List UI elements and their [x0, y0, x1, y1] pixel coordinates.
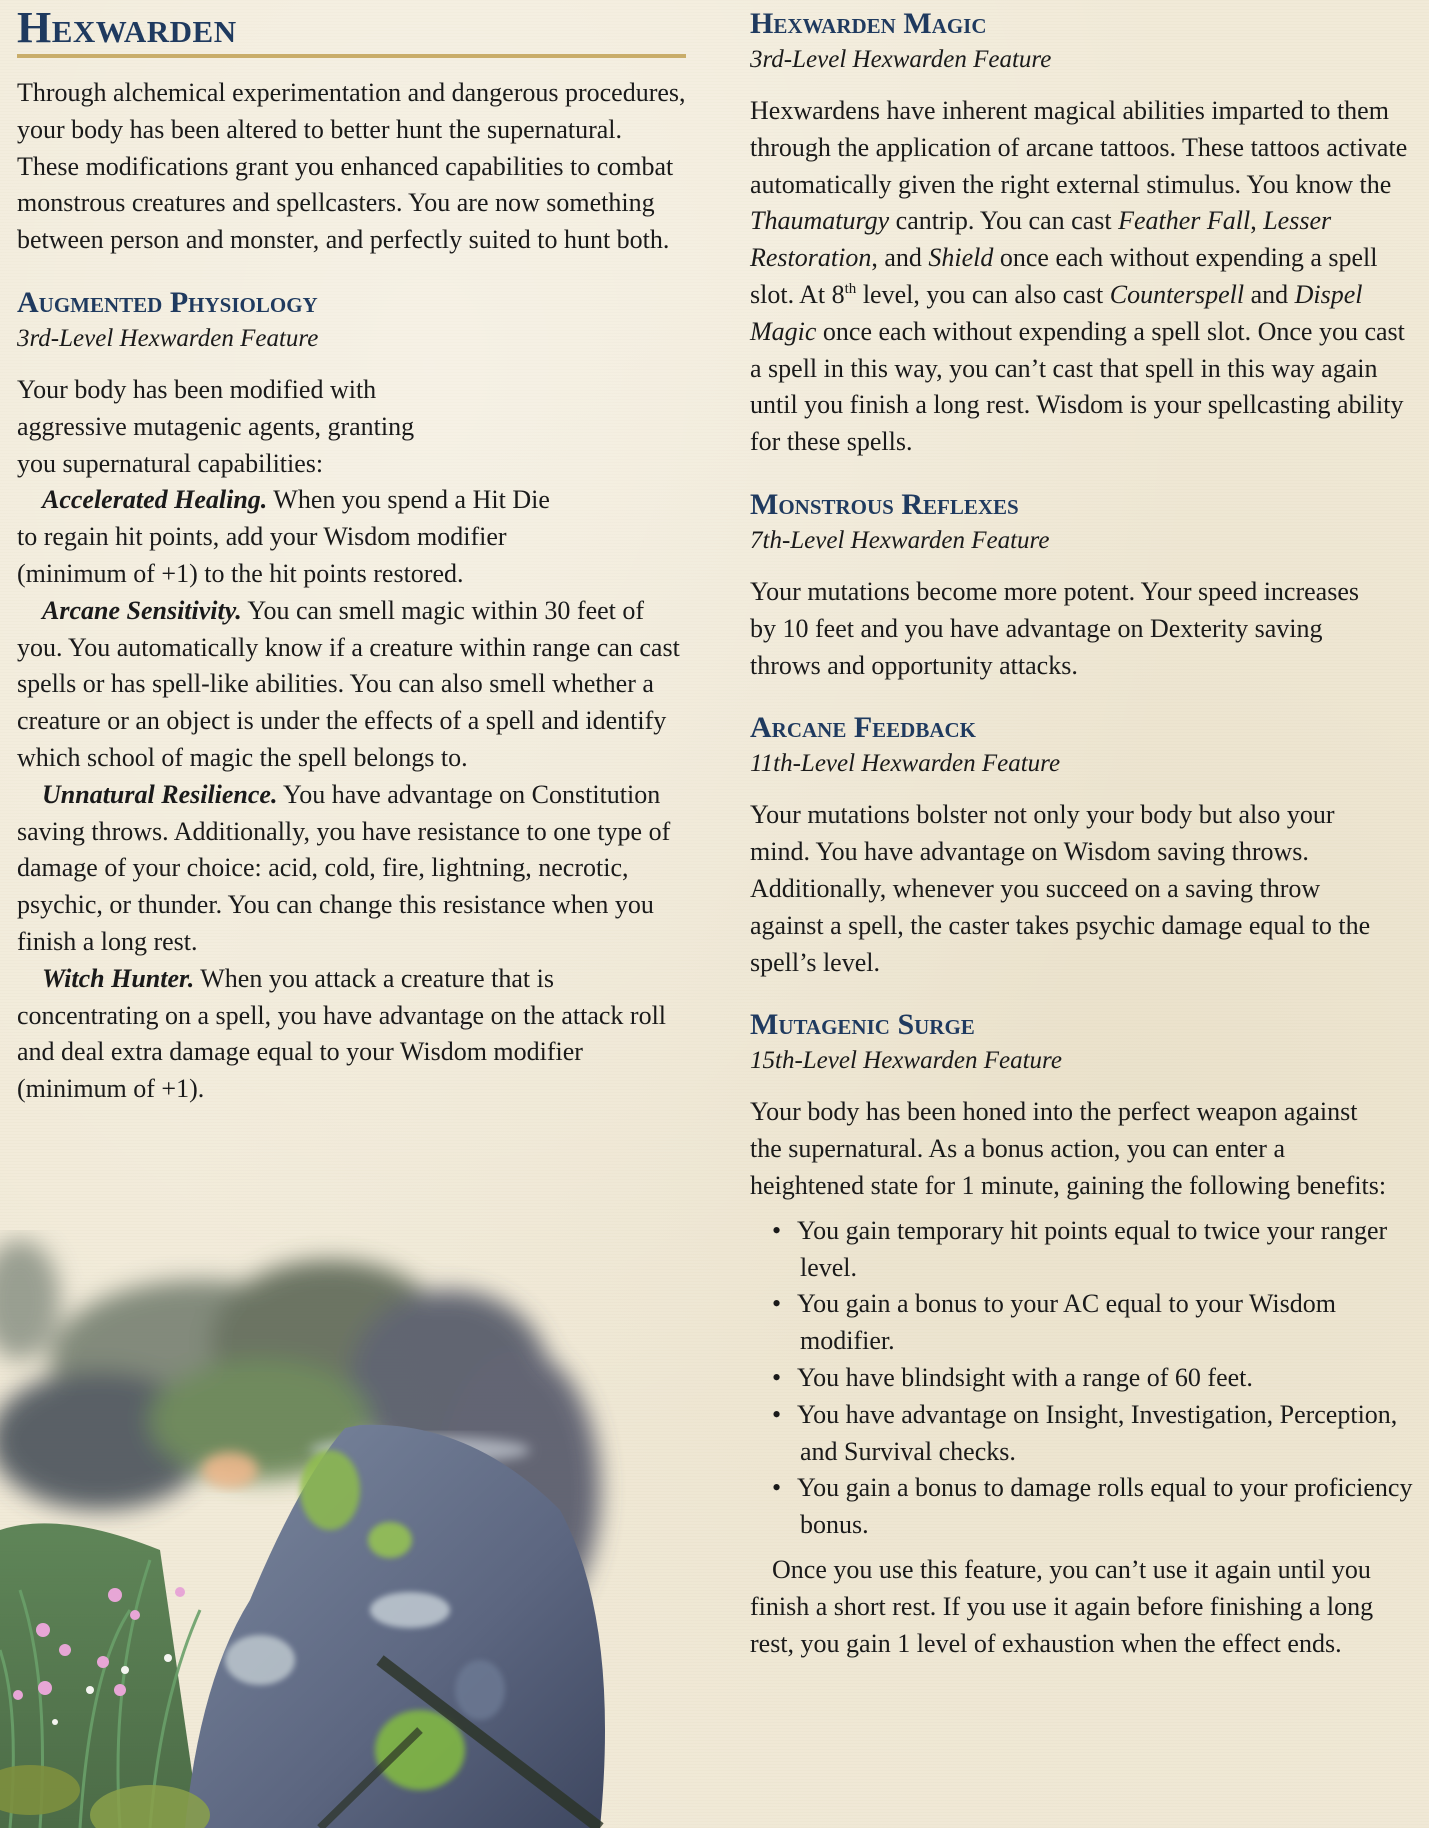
text: , and: [871, 243, 929, 273]
section-subtitle: 15th-Level Hexwarden Feature: [750, 1047, 1062, 1075]
list-item: • You have blindsight with a range of 60 feet.: [772, 1360, 1422, 1397]
section-heading: Arcane Feedback: [750, 711, 977, 745]
ordinal-suffix: th: [844, 280, 857, 297]
section-body: Your mutations bolster not only your body but also your mind. You have advantage on Wisdom saving throws. Additionally, whenever you succeed on a saving throw against a spell, the caster takes psychic damage equal to the spell’s level.: [750, 800, 1371, 977]
feature-name: Unnatural Resilience.: [42, 779, 278, 809]
list-item: • You gain a bonus to damage rolls equal to your proficiency bonus.: [772, 1470, 1422, 1544]
feature-arcane-sensitivity: [17, 593, 687, 777]
right-column: [750, 0, 1422, 1662]
left-column: [17, 0, 687, 1108]
closing-paragraph: Once you use this feature, you can’t use it again until you finish a short rest. If you use it again before finishing a long rest, you gain 1 level of exhaustion when the effect ends.: [750, 1554, 1374, 1658]
section-heading: Mutagenic Surge: [750, 1008, 975, 1042]
feature-text: When you attack a creature that is concentrating on a spell, you have advantage on the attack roll and deal extra damage equal to your Wisdom modifier (minimum of +1).: [17, 963, 667, 1104]
text: ,: [1250, 206, 1264, 236]
spell-name: Lesser Restoration: [750, 206, 1332, 273]
spell-name: Feather Fall: [1118, 206, 1251, 236]
section-subtitle: 11th-Level Hexwarden Feature: [750, 750, 1061, 778]
section-body: Your body has been modified with aggressive mutagenic agents, granting you supernatural capabilities:: [17, 374, 415, 478]
feature-unnatural-resilience: [17, 777, 687, 961]
list-item: • You gain temporary hit points equal to twice your ranger level.: [772, 1213, 1422, 1287]
text: and: [1244, 279, 1295, 309]
spell-name: Thaumaturgy: [750, 206, 890, 236]
text: level, you can also cast: [856, 279, 1110, 309]
list-item: • You gain a bonus to your AC equal to your Wisdom modifier.: [772, 1286, 1422, 1360]
section-heading: Augmented Physiology: [17, 285, 318, 319]
spell-name: Counterspell: [1109, 279, 1245, 309]
feature-name: Witch Hunter.: [42, 963, 195, 993]
feature-witch-hunter: [17, 961, 687, 1108]
text: Hexwardens have inherent magical abilities imparted to them through the application of arcane tattoos. These tattoos activate automatically given the right external stimulus. You know the: [750, 96, 1408, 199]
section-monstrous-reflexes: [750, 487, 1422, 684]
section-hexwarden-magic: [750, 6, 1422, 461]
feature-text: You have advantage on Constitution saving throws. Additionally, you have resistance to one type of damage of your choice: acid, cold, fire, lightning, necrotic, psychic, or thunder. You can change this resistance when you finish a long rest.: [17, 779, 671, 956]
feature-name: Arcane Sensitivity.: [42, 595, 242, 625]
spell-name: Dispel Magic: [750, 279, 1363, 346]
page-title: Hexwarden: [17, 3, 237, 52]
benefits-list: [750, 1213, 1422, 1544]
section-augmented-physiology: [17, 285, 687, 1108]
section-subtitle: 7th-Level Hexwarden Feature: [750, 526, 1050, 554]
section-body: [750, 93, 1422, 461]
list-item: • You have advantage on Insight, Investigation, Perception, and Survival checks.: [772, 1397, 1422, 1471]
text: once each without expending a spell slot. At 8: [750, 243, 1378, 309]
section-arcane-feedback: [750, 710, 1422, 981]
section-heading: Monstrous Reflexes: [750, 487, 1019, 521]
section-subtitle: 3rd-Level Hexwarden Feature: [750, 46, 1052, 73]
feature-name: Accelerated Healing.: [42, 485, 268, 515]
section-body: Your body has been honed into the perfect weapon against the supernatural. As a bonus action, you can enter a heightened state for 1 minute, gaining the following benefits:: [750, 1097, 1387, 1200]
standing-stone-artwork: [0, 1230, 660, 1828]
section-body: Your mutations become more potent. Your speed increases by 10 feet and you have advantage on Dexterity saving throws and opportunity attacks.: [750, 576, 1359, 680]
section-mutagenic-surge: [750, 1007, 1422, 1662]
text: cantrip. You can cast: [889, 206, 1119, 236]
feature-text: When you spend a Hit Die to regain hit points, add your Wisdom modifier (minimum of +1) to the hit points restored.: [17, 485, 550, 588]
spell-name: Shield: [928, 243, 994, 273]
feature-text: You can smell magic within 30 feet of you. You automatically know if a creature within range can cast spells or has spell-like abilities. You can also smell whether a creature or an object is under the effects of a spell and identify which school of magic the spell belongs to.: [17, 595, 680, 772]
intro-paragraph: Through alchemical experimentation and dangerous procedures, your body has been altered to better hunt the supernatural. These modifications grant you enhanced capabilities to combat monstrous creatures and spellcasters. You are now something between person and monster, and perfectly suited to hunt both.: [17, 78, 686, 255]
section-subtitle: 3rd-Level Hexwarden Feature: [17, 324, 319, 352]
section-heading: Hexwarden Magic: [750, 7, 987, 40]
title-divider: [17, 54, 686, 58]
feature-accelerated-healing: [17, 482, 687, 592]
text: once each without expending a spell slot. Once you cast a spell in this way, you can’t cast that spell in this way again until you finish a long rest. Wisdom is your spellcasting ability for these spells.: [750, 316, 1405, 457]
